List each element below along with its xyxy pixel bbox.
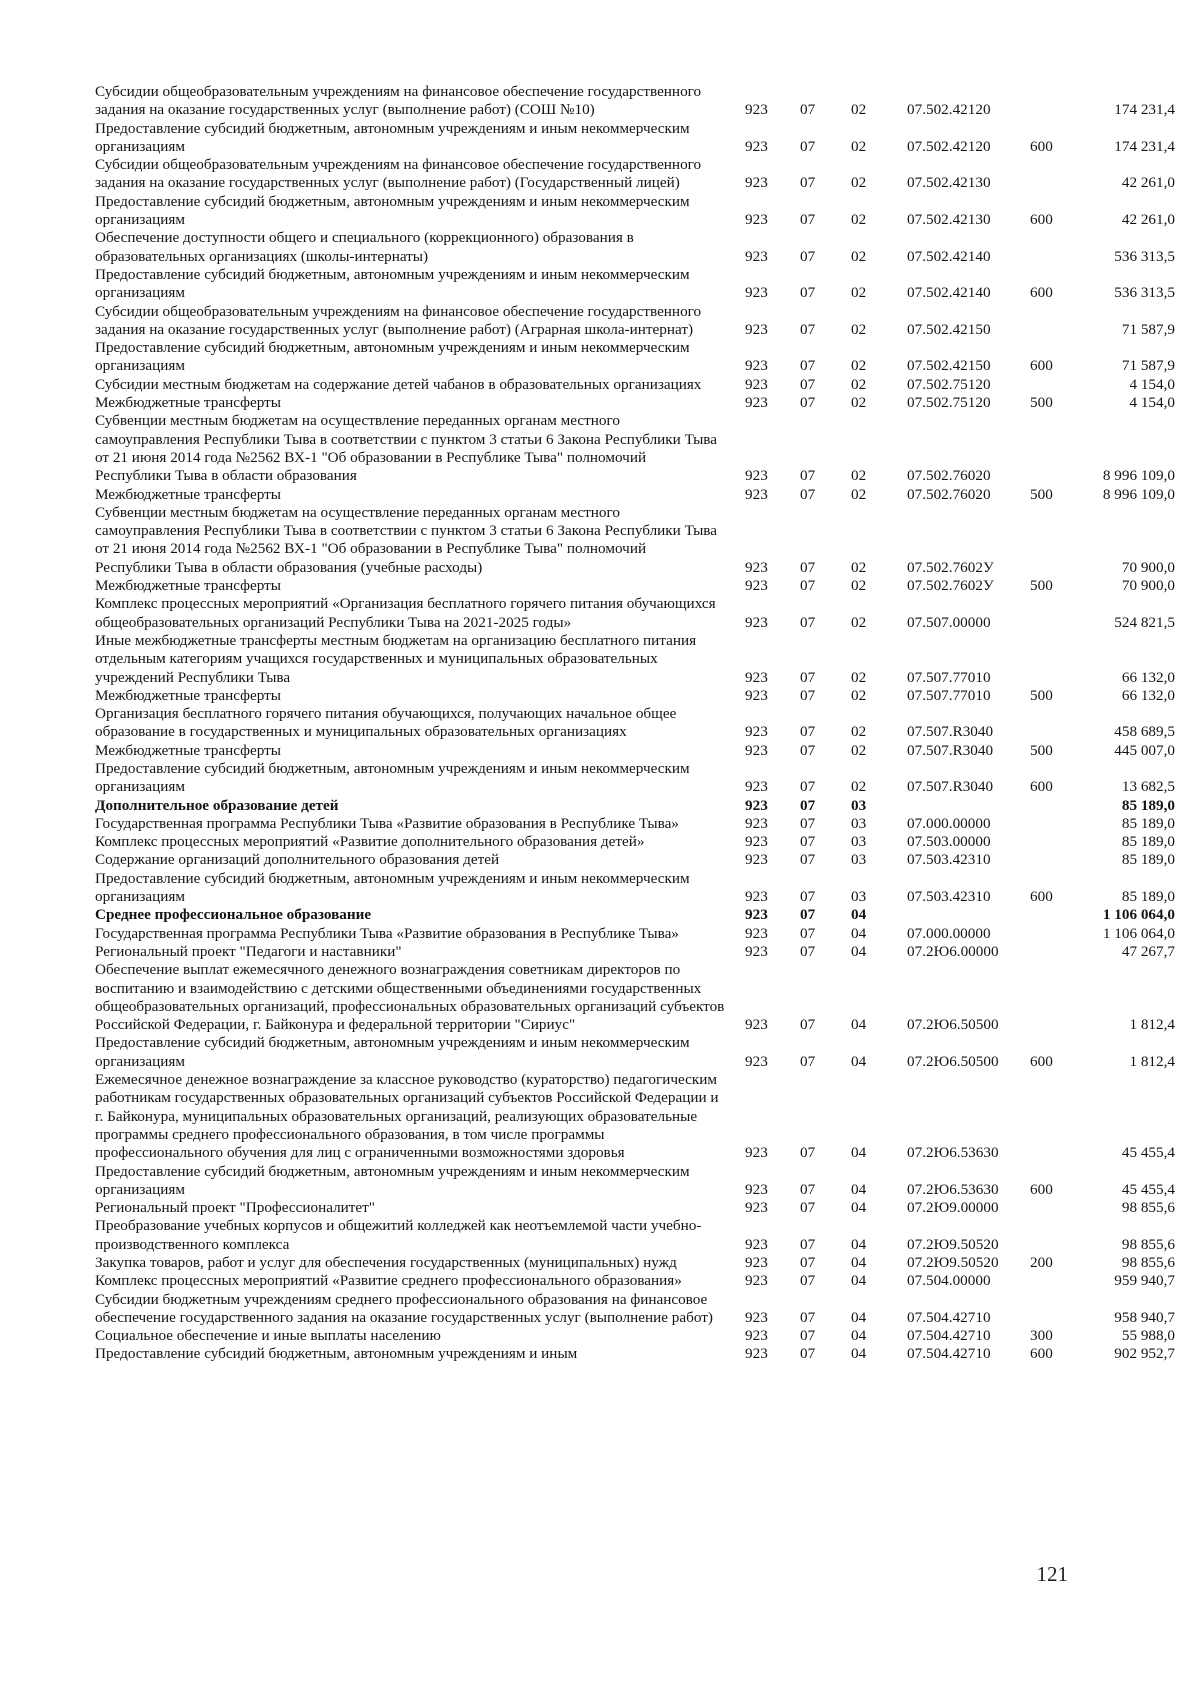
row-description: Содержание организаций дополнительного образования детей <box>95 851 500 869</box>
row-description: Обеспечение доступности общего и специального (коррекционного) образования в образовательных организациях (школы-интернаты) <box>95 229 634 265</box>
section-code: 07 <box>800 1308 816 1326</box>
dept-code: 923 <box>745 467 768 485</box>
dept-code: 923 <box>745 778 768 796</box>
dept-code: 923 <box>745 137 768 155</box>
subsection-code: 02 <box>851 741 867 759</box>
subsection-code: 04 <box>851 924 867 942</box>
amount: 71 587,9 <box>1121 357 1175 375</box>
section-code: 07 <box>800 741 816 759</box>
target-article-code: 07.2Ю6.00000 <box>907 942 999 960</box>
amount: 1 812,4 <box>1129 1052 1175 1070</box>
target-article-code: 07.504.42710 <box>907 1308 991 1326</box>
amount: 85 189,0 <box>1121 851 1175 869</box>
target-article-code: 07.502.42120 <box>907 137 991 155</box>
target-article-code: 07.2Ю6.50500 <box>907 1016 999 1034</box>
dept-code: 923 <box>745 101 768 119</box>
target-article-code: 07.000.00000 <box>907 814 991 832</box>
table-row <box>95 1327 1175 1345</box>
dept-code: 923 <box>745 1235 768 1253</box>
section-code: 07 <box>800 723 816 741</box>
dept-code: 923 <box>745 1308 768 1326</box>
page-number: 121 <box>1036 1562 1068 1586</box>
target-article-code: 07.502.42120 <box>907 101 991 119</box>
target-article-code: 07.504.42710 <box>907 1327 991 1345</box>
subsection-code: 02 <box>851 394 867 412</box>
target-article-code: 07.507.R3040 <box>907 741 994 759</box>
amount: 45 455,4 <box>1121 1144 1175 1162</box>
table-row <box>95 851 1175 869</box>
table-row <box>95 120 1175 157</box>
expense-type-code: 500 <box>1030 485 1053 503</box>
table-row <box>95 797 1175 815</box>
section-code: 07 <box>800 778 816 796</box>
dept-code: 923 <box>745 1272 768 1290</box>
subsection-code: 02 <box>851 577 867 595</box>
section-code: 07 <box>800 1199 816 1217</box>
dept-code: 923 <box>745 247 768 265</box>
dept-code: 923 <box>745 942 768 960</box>
dept-code: 923 <box>745 577 768 595</box>
table-row <box>95 595 1175 632</box>
target-article-code: 07.502.42130 <box>907 174 991 192</box>
row-description: Субвенции местным бюджетам на осуществление переданных органам местного самоуправления Республики Тыва в соответствии с пунктом 3 статьи 6 Закона Республики Тыва от 21 июня 2014 года №2562 ВХ-1 "Об образовании в Республике Тыва" полномочий Республики Тыва в области образования <box>95 412 718 485</box>
row-description: Предоставление субсидий бюджетным, автономным учреждениям и иным некоммерческим организациям <box>95 869 690 906</box>
row-description: Межбюджетные трансферты <box>95 394 281 412</box>
amount: 85 189,0 <box>1121 814 1175 832</box>
target-article-code: 07.504.00000 <box>907 1272 991 1290</box>
dept-code: 923 <box>745 906 768 924</box>
dept-code: 923 <box>745 320 768 338</box>
section-code: 07 <box>800 320 816 338</box>
dept-code: 923 <box>745 1345 768 1363</box>
amount: 8 996 109,0 <box>1102 485 1175 503</box>
budget-table <box>95 83 1175 1364</box>
target-article-code: 07.503.42310 <box>907 851 991 869</box>
amount: 445 007,0 <box>1114 741 1175 759</box>
section-code: 07 <box>800 613 816 631</box>
table-row <box>95 961 1175 1034</box>
dept-code: 923 <box>745 814 768 832</box>
section-code: 07 <box>800 357 816 375</box>
target-article-code: 07.2Ю6.53630 <box>907 1144 999 1162</box>
section-code: 07 <box>800 1345 816 1363</box>
subsection-code: 02 <box>851 778 867 796</box>
row-description: Иные межбюджетные трансферты местным бюджетам на организацию бесплатного питания отдельным категориям учащихся государственных и муниципальных образовательных учреждений Республики Тыва <box>95 631 697 686</box>
amount: 4 154,0 <box>1129 375 1175 393</box>
subsection-code: 04 <box>851 906 867 924</box>
amount: 1 106 064,0 <box>1102 924 1175 942</box>
dept-code: 923 <box>745 174 768 192</box>
target-article-code: 07.502.42150 <box>907 357 991 375</box>
expense-type-code: 500 <box>1030 686 1053 704</box>
table-row <box>95 394 1175 412</box>
section-code: 07 <box>800 558 816 576</box>
section-code: 07 <box>800 796 816 814</box>
amount: 98 855,6 <box>1121 1199 1175 1217</box>
amount: 174 231,4 <box>1114 101 1175 119</box>
amount: 536 313,5 <box>1114 247 1175 265</box>
target-article-code: 07.507.R3040 <box>907 778 994 796</box>
row-description: Межбюджетные трансферты <box>95 485 281 503</box>
target-article-code: 07.502.42150 <box>907 320 991 338</box>
row-description: Предоставление субсидий бюджетным, автономным учреждениям и иным некоммерческим организациям <box>95 1162 690 1198</box>
table-row <box>95 339 1175 376</box>
subsection-code: 02 <box>851 485 867 503</box>
amount: 42 261,0 <box>1121 211 1175 229</box>
section-code: 07 <box>800 1016 816 1034</box>
section-code: 07 <box>800 851 816 869</box>
amount: 4 154,0 <box>1129 394 1175 412</box>
amount: 1 812,4 <box>1129 1016 1175 1034</box>
section-code: 07 <box>800 577 816 595</box>
row-description: Предоставление субсидий бюджетным, автономным учреждениям и иным некоммерческим организациям <box>95 339 690 375</box>
section-code: 07 <box>800 1144 816 1162</box>
table-row <box>95 1291 1175 1328</box>
row-description: Предоставление субсидий бюджетным, автономным учреждениям и иным некоммерческим организациям <box>95 192 690 229</box>
subsection-code: 04 <box>851 1016 867 1034</box>
table-row <box>95 833 1175 851</box>
table-row <box>95 815 1175 833</box>
row-description: Предоставление субсидий бюджетным, автономным учреждениям и иным <box>95 1345 578 1363</box>
table-row <box>95 156 1175 193</box>
table-row <box>95 266 1175 303</box>
amount: 958 940,7 <box>1114 1308 1175 1326</box>
amount: 42 261,0 <box>1121 174 1175 192</box>
table-row <box>95 943 1175 961</box>
dept-code: 923 <box>745 924 768 942</box>
expense-type-code: 600 <box>1030 1052 1053 1070</box>
table-row <box>95 1199 1175 1217</box>
expense-type-code: 600 <box>1030 357 1053 375</box>
row-description: Региональный проект "Педагоги и наставники" <box>95 942 402 960</box>
row-description: Региональный проект "Профессионалитет" <box>95 1199 375 1217</box>
table-row <box>95 577 1175 595</box>
subsection-code: 02 <box>851 613 867 631</box>
table-row <box>95 1217 1175 1254</box>
dept-code: 923 <box>745 1254 768 1271</box>
amount: 55 988,0 <box>1121 1327 1175 1345</box>
table-row <box>95 742 1175 760</box>
target-article-code: 07.2Ю9.50520 <box>907 1235 999 1253</box>
dept-code: 923 <box>745 394 768 412</box>
amount: 66 132,0 <box>1121 668 1175 686</box>
subsection-code: 02 <box>851 467 867 485</box>
table-row <box>95 1163 1175 1200</box>
dept-code: 923 <box>745 558 768 576</box>
table-row <box>95 229 1175 266</box>
section-code: 07 <box>800 375 816 393</box>
row-description: Государственная программа Республики Тыва «Развитие образования в Республике Тыва» <box>95 924 679 942</box>
table-row <box>95 1071 1175 1162</box>
table-row <box>95 632 1175 687</box>
row-description: Социальное обеспечение и иные выплаты населению <box>95 1327 441 1345</box>
section-code: 07 <box>800 211 816 229</box>
table-row <box>95 687 1175 705</box>
target-article-code: 07.507.R3040 <box>907 723 994 741</box>
dept-code: 923 <box>745 1327 768 1345</box>
expense-type-code: 600 <box>1030 778 1053 796</box>
dept-code: 923 <box>745 613 768 631</box>
table-row <box>95 486 1175 504</box>
table-row <box>95 870 1175 907</box>
subsection-code: 04 <box>851 1235 867 1253</box>
row-description: Предоставление субсидий бюджетным, автономным учреждениям и иным некоммерческим организациям <box>95 1034 690 1070</box>
subsection-code: 03 <box>851 851 867 869</box>
target-article-code: 07.502.76020 <box>907 467 991 485</box>
row-description: Субсидии общеобразовательным учреждениям на финансовое обеспечение государственного задания на оказание государственных услуг (выполнение работ) (Государственный лицей) <box>95 156 702 192</box>
target-article-code: 07.507.77010 <box>907 668 991 686</box>
section-code: 07 <box>800 1052 816 1070</box>
subsection-code: 02 <box>851 247 867 265</box>
amount: 47 267,7 <box>1121 942 1175 960</box>
expense-type-code: 500 <box>1030 741 1053 759</box>
subsection-code: 04 <box>851 1180 867 1198</box>
target-article-code: 07.502.76020 <box>907 485 991 503</box>
table-row <box>95 83 1175 120</box>
expense-type-code: 600 <box>1030 888 1053 906</box>
table-row <box>95 906 1175 924</box>
expense-type-code: 600 <box>1030 137 1053 155</box>
subsection-code: 04 <box>851 1254 867 1271</box>
section-code: 07 <box>800 485 816 503</box>
row-description: Предоставление субсидий бюджетным, автономным учреждениям и иным некоммерческим организациям <box>95 759 690 796</box>
section-code: 07 <box>800 1254 816 1271</box>
row-description: Государственная программа Республики Тыва «Развитие образования в Республике Тыва» <box>95 814 679 832</box>
subsection-code: 02 <box>851 686 867 704</box>
expense-type-code: 500 <box>1030 394 1053 412</box>
target-article-code: 07.503.42310 <box>907 888 991 906</box>
table-row <box>95 193 1175 230</box>
section-code: 07 <box>800 942 816 960</box>
section-code: 07 <box>800 833 816 851</box>
target-article-code: 07.502.42140 <box>907 247 991 265</box>
subsection-code: 02 <box>851 668 867 686</box>
amount: 8 996 109,0 <box>1102 467 1175 485</box>
expense-type-code: 200 <box>1030 1254 1053 1271</box>
row-description: Предоставление субсидий бюджетным, автономным учреждениям и иным некоммерческим организациям <box>95 119 690 155</box>
subsection-code: 03 <box>851 833 867 851</box>
row-description: Комплекс процессных мероприятий «Развитие дополнительного образования детей» <box>95 833 645 851</box>
dept-code: 923 <box>745 357 768 375</box>
subsection-code: 02 <box>851 558 867 576</box>
target-article-code: 07.507.00000 <box>907 613 991 631</box>
target-article-code: 07.000.00000 <box>907 924 991 942</box>
table-row <box>95 1034 1175 1071</box>
table-row <box>95 1272 1175 1290</box>
amount: 524 821,5 <box>1114 613 1175 631</box>
subsection-code: 04 <box>851 1345 867 1363</box>
dept-code: 923 <box>745 796 768 814</box>
dept-code: 923 <box>745 485 768 503</box>
dept-code: 923 <box>745 1180 768 1198</box>
row-description: Субвенции местным бюджетам на осуществление переданных органам местного самоуправления Республики Тыва в соответствии с пунктом 3 статьи 6 Закона Республики Тыва от 21 июня 2014 года №2562 ВХ-1 "Об образовании в Республике Тыва" полномочий Республики Тыва в области образования (учебные расходы) <box>95 503 718 576</box>
subsection-code: 02 <box>851 723 867 741</box>
row-description: Субсидии общеобразовательным учреждениям на финансовое обеспечение государственного задания на оказание государственных услуг (выполнение работ) (Аграрная школа-интернат) <box>95 302 702 338</box>
table-row <box>95 504 1175 577</box>
section-code: 07 <box>800 1235 816 1253</box>
subsection-code: 03 <box>851 888 867 906</box>
expense-type-code: 300 <box>1030 1327 1053 1345</box>
subsection-code: 04 <box>851 1144 867 1162</box>
table-row <box>95 760 1175 797</box>
dept-code: 923 <box>745 888 768 906</box>
amount: 174 231,4 <box>1114 137 1175 155</box>
target-article-code: 07.2Ю9.00000 <box>907 1199 999 1217</box>
dept-code: 923 <box>745 668 768 686</box>
subsection-code: 02 <box>851 284 867 302</box>
target-article-code: 07.504.42710 <box>907 1345 991 1363</box>
section-code: 07 <box>800 137 816 155</box>
dept-code: 923 <box>745 851 768 869</box>
subsection-code: 04 <box>851 1272 867 1290</box>
subsection-code: 04 <box>851 1199 867 1217</box>
section-code: 07 <box>800 686 816 704</box>
subsection-code: 04 <box>851 942 867 960</box>
target-article-code: 07.502.7602У <box>907 558 994 576</box>
target-article-code: 07.2Ю9.50520 <box>907 1254 999 1271</box>
amount: 98 855,6 <box>1121 1235 1175 1253</box>
section-code: 07 <box>800 174 816 192</box>
section-code: 07 <box>800 284 816 302</box>
row-description: Субсидии общеобразовательным учреждениям на финансовое обеспечение государственного задания на оказание государственных услуг (выполнение работ) (СОШ №10) <box>95 83 702 119</box>
section-code: 07 <box>800 101 816 119</box>
subsection-code: 04 <box>851 1052 867 1070</box>
amount: 85 189,0 <box>1121 833 1175 851</box>
amount: 70 900,0 <box>1121 577 1175 595</box>
row-description: Комплекс процессных мероприятий «Организация бесплатного горячего питания обучающихся общеобразовательных организаций Республики Тыва на 2021-2025 годы» <box>95 595 716 631</box>
amount: 71 587,9 <box>1121 320 1175 338</box>
subsection-code: 02 <box>851 375 867 393</box>
amount: 98 855,6 <box>1121 1254 1175 1271</box>
expense-type-code: 600 <box>1030 1345 1053 1363</box>
expense-type-code: 600 <box>1030 1180 1053 1198</box>
dept-code: 923 <box>745 741 768 759</box>
section-code: 07 <box>800 924 816 942</box>
dept-code: 923 <box>745 833 768 851</box>
dept-code: 923 <box>745 1199 768 1217</box>
amount: 959 940,7 <box>1114 1272 1175 1290</box>
dept-code: 923 <box>745 211 768 229</box>
target-article-code: 07.502.42130 <box>907 211 991 229</box>
expense-type-code: 500 <box>1030 577 1053 595</box>
target-article-code: 07.2Ю6.50500 <box>907 1052 999 1070</box>
amount: 45 455,4 <box>1121 1180 1175 1198</box>
dept-code: 923 <box>745 686 768 704</box>
expense-type-code: 600 <box>1030 284 1053 302</box>
target-article-code: 07.502.42140 <box>907 284 991 302</box>
amount: 85 189,0 <box>1121 796 1175 814</box>
target-article-code: 07.507.77010 <box>907 686 991 704</box>
subsection-code: 02 <box>851 357 867 375</box>
table-row <box>95 303 1175 340</box>
row-description: Дополнительное образование детей <box>95 796 339 814</box>
row-description: Субсидии бюджетным учреждениям среднего профессионального образования на финансовое обеспечение государственного задания на оказание государственных услуг (выполнение работ) <box>95 1290 713 1326</box>
subsection-code: 02 <box>851 174 867 192</box>
table-row <box>95 1254 1175 1272</box>
amount: 13 682,5 <box>1121 778 1175 796</box>
row-description: Субсидии местным бюджетам на содержание детей чабанов в образовательных организациях <box>95 375 702 393</box>
amount: 902 952,7 <box>1114 1345 1175 1363</box>
dept-code: 923 <box>745 375 768 393</box>
row-description: Межбюджетные трансферты <box>95 686 281 704</box>
section-code: 07 <box>800 247 816 265</box>
target-article-code: 07.503.00000 <box>907 833 991 851</box>
section-code: 07 <box>800 1180 816 1198</box>
dept-code: 923 <box>745 723 768 741</box>
subsection-code: 02 <box>851 211 867 229</box>
expense-type-code: 600 <box>1030 211 1053 229</box>
dept-code: 923 <box>745 1052 768 1070</box>
row-description: Ежемесячное денежное вознаграждение за классное руководство (кураторство) педагогическим работникам государственных образовательных организаций субъектов Российской Федерации и г. Байконура, муниципальных образовательных организаций, реализующих образовательные программы среднего профессионального образования, в том числе программы профессионального обучения для лиц с ограниченными возможностями здоровья <box>95 1071 719 1162</box>
subsection-code: 02 <box>851 101 867 119</box>
dept-code: 923 <box>745 1144 768 1162</box>
row-description: Межбюджетные трансферты <box>95 741 281 759</box>
row-description: Среднее профессиональное образование <box>95 906 372 924</box>
row-description: Преобразование учебных корпусов и общежитий колледжей как неотъемлемой части учебно-производственного комплекса <box>95 1217 702 1253</box>
subsection-code: 02 <box>851 137 867 155</box>
target-article-code: 07.502.7602У <box>907 577 994 595</box>
amount: 536 313,5 <box>1114 284 1175 302</box>
target-article-code: 07.2Ю6.53630 <box>907 1180 999 1198</box>
row-description: Межбюджетные трансферты <box>95 577 281 595</box>
dept-code: 923 <box>745 284 768 302</box>
table-row <box>95 925 1175 943</box>
row-description: Организация бесплатного горячего питания обучающихся, получающих начальное общее образование в государственных и муниципальных образовательных организациях <box>95 705 677 741</box>
section-code: 07 <box>800 906 816 924</box>
subsection-code: 03 <box>851 796 867 814</box>
table-row <box>95 705 1175 742</box>
section-code: 07 <box>800 668 816 686</box>
table-row <box>95 1345 1175 1363</box>
target-article-code: 07.502.75120 <box>907 394 991 412</box>
section-code: 07 <box>800 467 816 485</box>
target-article-code: 07.502.75120 <box>907 375 991 393</box>
subsection-code: 02 <box>851 320 867 338</box>
amount: 458 689,5 <box>1114 723 1175 741</box>
amount: 70 900,0 <box>1121 558 1175 576</box>
amount: 66 132,0 <box>1121 686 1175 704</box>
dept-code: 923 <box>745 1016 768 1034</box>
table-row <box>95 376 1175 394</box>
row-description: Предоставление субсидий бюджетным, автономным учреждениям и иным некоммерческим организациям <box>95 265 690 302</box>
section-code: 07 <box>800 814 816 832</box>
subsection-code: 04 <box>851 1308 867 1326</box>
subsection-code: 03 <box>851 814 867 832</box>
section-code: 07 <box>800 888 816 906</box>
row-description: Обеспечение выплат ежемесячного денежного вознаграждения советникам директоров по воспитанию и взаимодействию с детскими общественными объединениями государственных общеобразовательных организаций, профессиональных образовательных организаций субъектов Российской Федерации, г. Байконура и федеральной территории "Сириус" <box>95 961 725 1034</box>
amount: 1 106 064,0 <box>1102 906 1175 924</box>
row-description: Закупка товаров, работ и услуг для обеспечения государственных (муниципальных) нужд <box>95 1254 677 1271</box>
table-row <box>95 412 1175 485</box>
subsection-code: 04 <box>851 1327 867 1345</box>
section-code: 07 <box>800 1327 816 1345</box>
amount: 85 189,0 <box>1121 888 1175 906</box>
section-code: 07 <box>800 394 816 412</box>
section-code: 07 <box>800 1272 816 1290</box>
row-description: Комплекс процессных мероприятий «Развитие среднего профессионального образования» <box>95 1272 682 1290</box>
